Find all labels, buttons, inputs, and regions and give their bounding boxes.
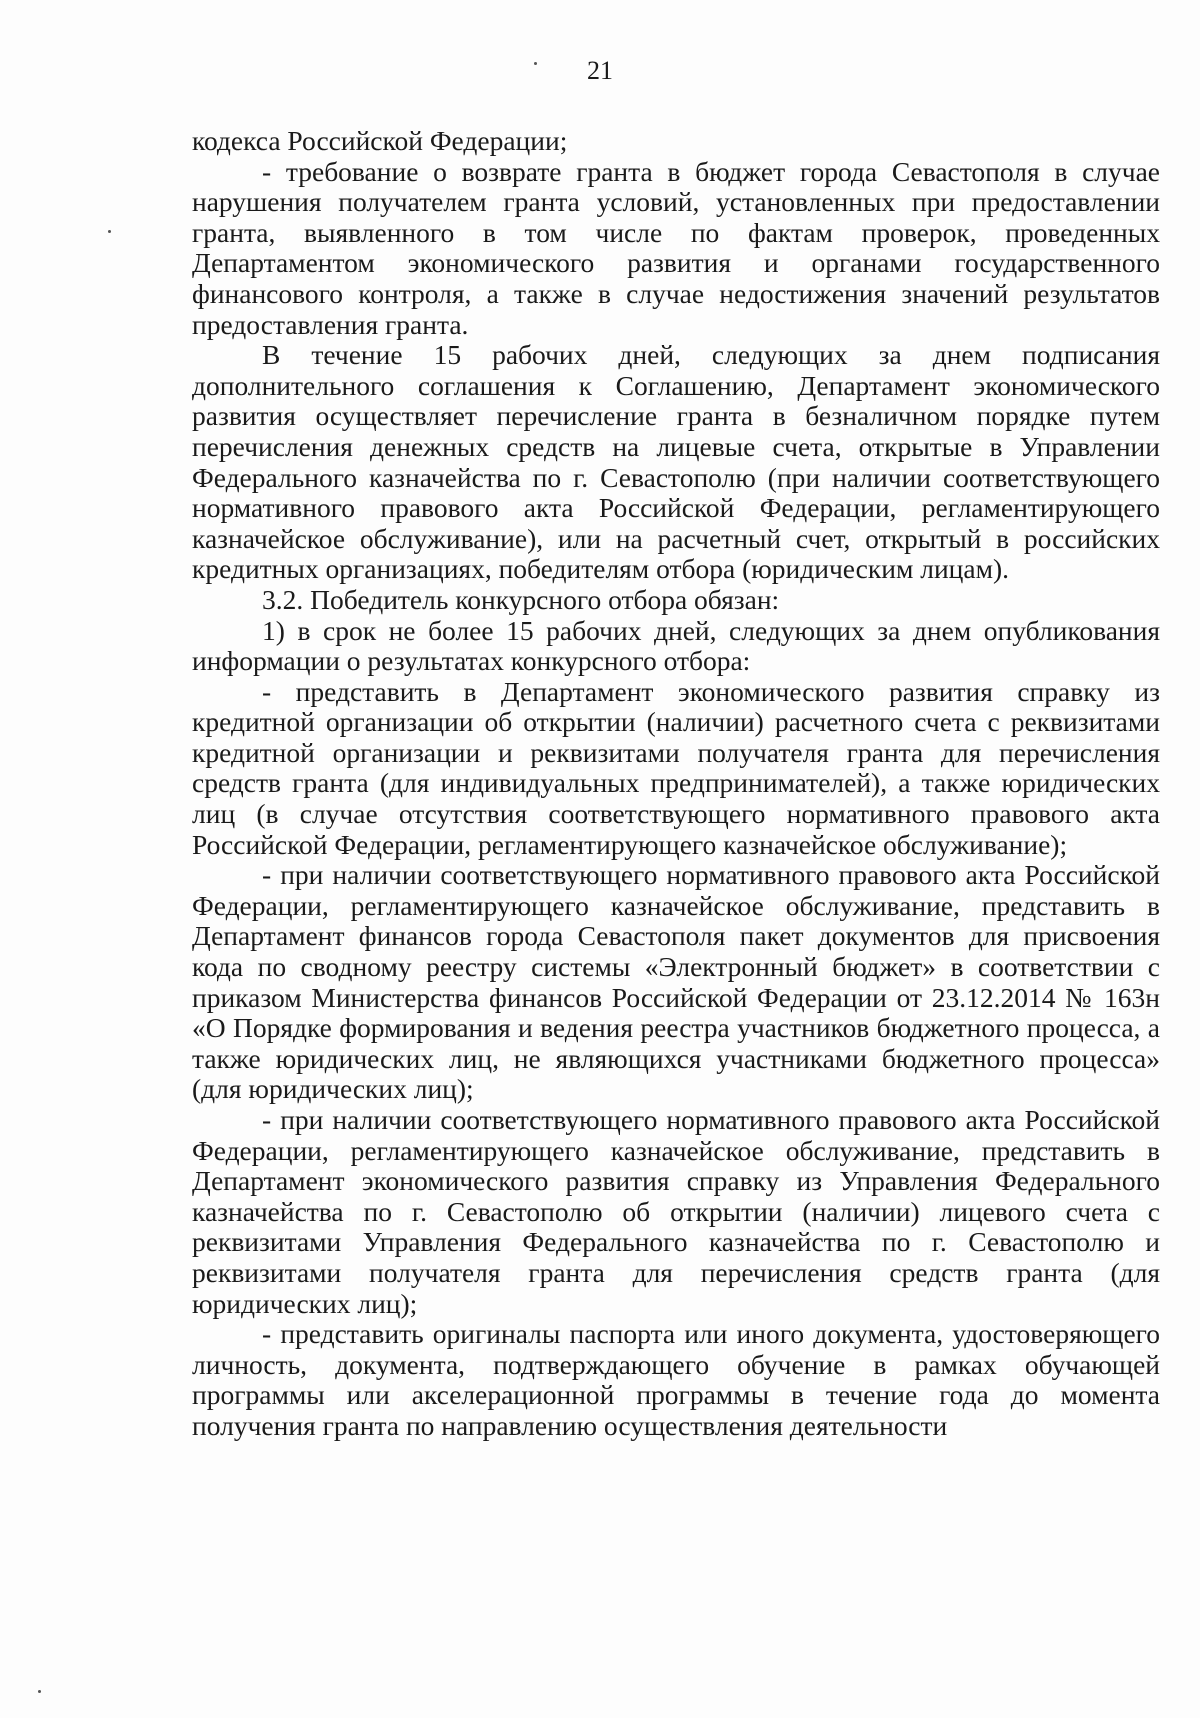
document-body xyxy=(192,126,1160,1442)
page-number: 21 xyxy=(587,56,613,85)
paragraph-code-end: кодекса Российской Федерации; xyxy=(192,125,568,156)
paragraph-treasury-certificate: - при наличии соответствующего нормативного правового акта Российской Федерации, регламентирующего казначейское обслуживание, представить в Департамент экономического развития справку из Управления Федерального казначейства по г. Севастополю об открытии (наличии) лицевого счета с реквизитами Управления Федерального казначейства по г. Севастополю и реквизитами получателя гранта для перечисления средств гранта (для юридических лиц); xyxy=(192,1104,1160,1319)
paragraph-bank-certificate: - представить в Департамент экономического развития справку из кредитной организации об открытии (наличии) расчетного счета с реквизитами кредитной организации и реквизитами получателя гранта для перечисления средств гранта (для индивидуальных предпринимателей), а также юридических лиц (в случае отсутствия соответствующего нормативного правового акта Российской Федерации, регламентирующего казначейское обслуживание); xyxy=(192,675,1160,860)
paragraph-grant-transfer: В течение 15 рабочих дней, следующих за днем подписания дополнительного соглашения к Соглашению, Департамент экономического развития осуществляет перечисление гранта в безналичном порядке путем перечисления денежных средств на лицевые счета, открытые в Управлении Федерального казначейства по г. Севастополю (при наличии соответствующего нормативного правового акта Российской Федерации, регламентирующего казначейское обслуживание), или на расчетный счет, открытый в российских кредитных организациях, победителям отбора (юридическим лицам). xyxy=(192,339,1160,585)
paragraph-originals: - представить оригиналы паспорта или иного документа, удостоверяющего личность, документа, подтверждающего обучение в рамках обучающей программы или акселерационной программы в течение года до момента получения гранта по направлению осуществления деятельности xyxy=(192,1318,1160,1441)
paragraph-item-1: 1) в срок не более 15 рабочих дней, следующих за днем опубликования информации о результатах конкурсного отбора: xyxy=(192,614,1160,677)
scan-speck xyxy=(108,230,111,233)
scan-speck xyxy=(38,1690,41,1693)
paragraph-section-3-2: 3.2. Победитель конкурсного отбора обязан: xyxy=(262,583,780,615)
paragraph-grant-return: - требование о возврате гранта в бюджет города Севастополя в случае нарушения получателем гранта условий, установленных при предоставлении гранта, выявленного в том числе по фактам проверок, проведенных Департаментом экономического развития и органами государственного финансового контроля, а также в случае недостижения значений результатов предоставления гранта. xyxy=(192,155,1160,340)
paragraph-finance-department: - при наличии соответствующего нормативного правового акта Российской Федерации, регламентирующего казначейское обслуживание, представить в Департамент финансов города Севастополя пакет документов для присвоения кода по сводному реестру системы «Электронный бюджет» в соответствии с приказом Министерства финансов Российской Федерации от 23.12.2014 № 163н «О Порядке формирования и ведения реестра участников бюджетного процесса, а также юридических лиц, не являющихся участниками бюджетного процесса» (для юридических лиц); xyxy=(192,859,1160,1105)
